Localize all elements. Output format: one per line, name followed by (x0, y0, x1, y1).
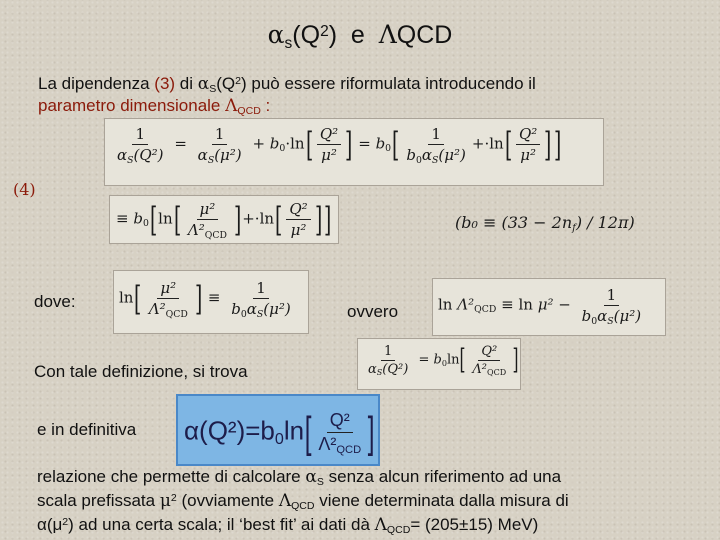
bracket: ] (233, 199, 242, 240)
formula-text: s (284, 34, 293, 52)
formula-text: ln (489, 134, 504, 153)
formula-text: b (260, 415, 275, 446)
formula-text: Q² (286, 200, 310, 220)
formula-text: = (358, 134, 371, 153)
formula-text: 2 (62, 516, 69, 529)
formula-text: 0 (240, 308, 247, 320)
formula-text: b (433, 352, 442, 368)
formula-text: (Q²) (133, 146, 164, 164)
formula-text: di (175, 74, 198, 93)
formula-text: b (375, 134, 386, 153)
bracket: ] (194, 278, 203, 319)
bracket: [ (134, 278, 142, 319)
formula-text: Q² (317, 125, 341, 145)
formula-text: senza alcun riferimento ad una (323, 467, 562, 486)
formula-text: α (597, 307, 608, 325)
fraction (286, 200, 310, 239)
formula-text: QCD (487, 367, 507, 377)
formula-text: S (607, 315, 614, 327)
formula-text: b (231, 300, 241, 318)
formula-text: 0 (279, 143, 286, 155)
formula-text: Λ² (148, 300, 166, 318)
bracket: [ (459, 343, 466, 376)
fraction (185, 220, 230, 239)
bracket: ] (512, 343, 519, 376)
bracket: [ (504, 124, 512, 165)
formula-text: QCD (336, 444, 362, 457)
formula-text: b (581, 307, 592, 325)
formula-text: μ² (537, 295, 554, 314)
formula-text: α (197, 146, 208, 164)
formula-text: · (484, 134, 490, 153)
fraction (403, 145, 469, 164)
formula-text: Q² (478, 344, 500, 361)
lambda-symbol: Λ (378, 20, 397, 49)
bracket: [ (304, 407, 312, 457)
formula-text: relazione che permette di calcolare (37, 467, 306, 486)
fraction (315, 433, 364, 455)
formula-text: (b₀ ≡ (33 − 2n (455, 213, 573, 232)
formula-text: 0 (274, 430, 284, 449)
intro-line-2 (38, 96, 270, 118)
formula-text: 0 (591, 315, 598, 327)
formula-text: Λ² (318, 434, 337, 454)
formula-text: Λ² (457, 295, 475, 314)
label-ovvero: ovvero (347, 302, 399, 321)
formula-text: α (197, 74, 210, 94)
formula-text: ln (119, 288, 134, 307)
formula-text: α (305, 467, 317, 487)
formula-text: parametro dimensionale (38, 96, 226, 115)
formula-text: viene determinata dalla misura di (314, 491, 569, 510)
formula-text: S (432, 154, 439, 166)
formula-text: ± (459, 515, 469, 534)
formula-text: 2 (235, 75, 242, 88)
formula-text: + (471, 134, 485, 153)
formula-text: ln (290, 134, 305, 153)
formula-text: (Q (216, 74, 236, 93)
formula-text: b (133, 209, 143, 228)
fraction (469, 344, 509, 377)
bracket: ] (345, 124, 353, 165)
bracket: ] (323, 199, 332, 240)
conclusion-line-2 (37, 491, 717, 513)
formula-text: scala prefissata (37, 491, 160, 510)
fraction (579, 306, 645, 325)
fraction (516, 125, 540, 164)
fraction (365, 344, 411, 377)
formula-text: 1 (381, 344, 395, 361)
formula-text: QCD (165, 308, 188, 320)
formula-text: QCD (237, 105, 261, 118)
formula-text: QCD (386, 524, 411, 537)
formula-text: μ² (197, 200, 219, 220)
formula-text: ln (259, 209, 275, 228)
fraction (146, 279, 191, 318)
fraction (228, 279, 294, 318)
bracket: [ (149, 199, 158, 240)
fraction (317, 125, 341, 164)
formula-text: + (252, 134, 266, 153)
alpha-symbol: α (267, 20, 285, 49)
bracket: ] (544, 124, 552, 165)
formula-text: Q² (327, 410, 353, 433)
formula-text: = (174, 134, 187, 153)
label-con-tale: Con tale definizione, si trova (34, 362, 248, 381)
formula-text: 2 (320, 23, 329, 41)
formula-text: − (558, 295, 571, 314)
fraction (195, 145, 245, 164)
formula-text: (μ²) (438, 146, 466, 164)
formula-text: Λ (225, 96, 238, 116)
formula-box-second (104, 190, 636, 256)
formula-text: ) / 12π) (575, 213, 635, 232)
formula-text: (Q²) (199, 415, 246, 446)
formula-text: ≡ (207, 288, 221, 307)
formula-text: α (368, 361, 377, 377)
final-formula-box (176, 394, 380, 466)
formula-text: ln (283, 415, 305, 446)
formula-text: ≡ (501, 295, 514, 314)
formula-text: 2 (170, 492, 177, 505)
formula-text: (μ²) (263, 300, 291, 318)
formula-text: (μ²) (613, 307, 642, 325)
formula-text: QCD (474, 304, 497, 316)
formula-text: α(μ (37, 515, 63, 534)
formula-text: (Q²) (382, 361, 409, 377)
formula-box-main (104, 118, 604, 186)
formula-text: α (184, 415, 200, 446)
label-dove: dove: (34, 292, 76, 311)
formula-text: ) (328, 21, 338, 49)
formula-text: QCD (204, 229, 227, 241)
formula-text: ) può essere riformulata introducendo il (241, 74, 536, 93)
formula-text: Λ (374, 515, 387, 535)
formula-text: 1 (604, 286, 620, 306)
formula-text: ln (158, 209, 173, 228)
formula-text: (ovviamente (176, 491, 279, 510)
bracket: ] (367, 407, 375, 457)
bracket: ] (314, 199, 322, 240)
bracket: [ (173, 199, 181, 240)
formula-text: 0 (385, 143, 392, 155)
formula-box-result (357, 338, 521, 390)
formula-text: : (260, 96, 271, 115)
formula-text: ln (446, 352, 460, 368)
formula-text: ln (518, 295, 533, 314)
formula-text: 1 (132, 125, 148, 145)
formula-text: + (242, 209, 255, 228)
formula-text: S (127, 154, 134, 166)
formula-text: e (350, 21, 365, 49)
formula-text: α (117, 146, 128, 164)
formula-text: ) ad una certa scala; il ‘best fit’ ai dati dà (68, 515, 375, 534)
formula-text: Λ (278, 491, 292, 511)
formula-box-ovvero (432, 278, 666, 336)
formula-text: (Q (292, 21, 321, 49)
formula-text: La dipendenza (38, 74, 155, 93)
formula-text: f (572, 222, 576, 234)
formula-text: 0 (441, 358, 447, 368)
formula-text: QCD (396, 21, 453, 49)
formula-text: S (316, 476, 324, 489)
fraction (469, 361, 509, 377)
bracket: [ (275, 199, 283, 240)
formula-text: S (376, 367, 383, 377)
intro-line-1 (38, 74, 536, 96)
formula-text: = (418, 352, 430, 368)
fraction (195, 125, 245, 164)
equation-reference: (3) (154, 74, 176, 93)
formula-text: Q² (516, 125, 540, 145)
bracket: ] (553, 124, 561, 165)
conclusion-line-1 (37, 467, 717, 489)
formula-text: μ (159, 491, 171, 511)
fraction (114, 145, 167, 164)
formula-text: μ² (520, 146, 536, 164)
formula-text: = (245, 415, 261, 446)
fraction (579, 286, 645, 325)
fraction (185, 200, 230, 239)
formula-text: Λ² (187, 221, 205, 239)
equation-number: (4) (13, 180, 36, 199)
formula-text: (μ²) (214, 146, 242, 164)
fraction (315, 410, 364, 455)
formula-text: QCD (291, 500, 315, 513)
formula-text: S (207, 154, 215, 166)
bracket: [ (392, 124, 400, 165)
label-in-definitiva: e in definitiva (37, 420, 137, 439)
formula-text: 0 (142, 218, 149, 230)
formula-text: b (269, 134, 280, 153)
formula-text: α (246, 300, 257, 318)
formula-text: 1 (212, 125, 228, 145)
formula-text: = (205 (410, 515, 460, 534)
formula-text: 1 (428, 125, 444, 145)
formula-text: ln (438, 295, 453, 314)
conclusion-line-3 (37, 515, 717, 537)
formula-text: ≡ (116, 209, 129, 228)
fraction (403, 125, 469, 164)
formula-text: 15) MeV) (468, 515, 539, 534)
slide-title (0, 20, 720, 50)
formula-text: μ² (157, 279, 179, 299)
formula-text: S (256, 308, 264, 320)
formula-text: b (406, 146, 416, 164)
formula-text: Λ² (472, 361, 488, 377)
bracket: [ (305, 124, 313, 165)
fraction (146, 299, 191, 318)
formula-text: · (285, 134, 291, 153)
formula-text: S (209, 83, 217, 96)
fraction (228, 299, 294, 318)
b0-definition (455, 213, 635, 232)
formula-text: μ² (321, 146, 337, 164)
formula-text: 0 (415, 154, 422, 166)
formula-text: · (254, 209, 260, 228)
formula-text: α (421, 146, 433, 164)
fraction (365, 361, 411, 377)
formula-box-dove (113, 270, 309, 334)
formula-text: μ² (290, 221, 307, 239)
fraction (114, 125, 167, 164)
formula-text: 1 (253, 279, 269, 299)
